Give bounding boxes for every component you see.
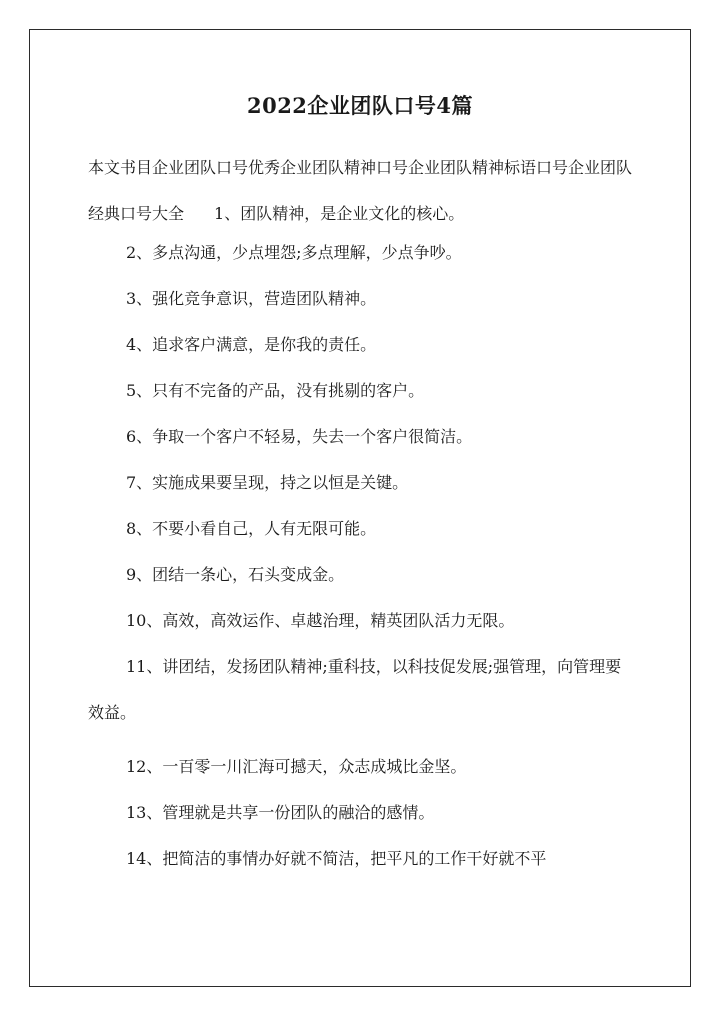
list-item-14: 14、把简洁的事情办好就不简洁，把平凡的工作干好就不平 <box>126 849 547 868</box>
list-item-1: 1、团队精神，是企业文化的核心。 <box>214 204 465 223</box>
list-item-12: 12、一百零一川汇海可撼天，众志成城比金坚。 <box>126 757 467 776</box>
list-item-2: 2、多点沟通，少点埋怨;多点理解，少点争吵。 <box>126 243 462 262</box>
list-item-10: 10、高效，高效运作、卓越治理，精英团队活力无限。 <box>126 611 515 630</box>
intro-text: 本文书目企业团队口号优秀企业团队精神口号企业团队精神标语口号企业团队经典口号大全 <box>88 158 633 223</box>
list-item-7: 7、实施成果要呈现，持之以恒是关键。 <box>126 473 409 492</box>
document-body <box>88 152 636 889</box>
list-item-4: 4、追求客户满意，是你我的责任。 <box>126 335 377 354</box>
list-item-5: 5、只有不完备的产品，没有挑剔的客户。 <box>126 381 425 400</box>
list-item-11: 11、讲团结，发扬团队精神;重科技，以科技促发展;强管理，向管理要效益。 <box>88 657 622 722</box>
list-item-9: 9、团结一条心，石头变成金。 <box>126 565 345 584</box>
list-item-6: 6、争取一个客户不轻易，失去一个客户很简洁。 <box>126 427 473 446</box>
list-item-8: 8、不要小看自己，人有无限可能。 <box>126 519 377 538</box>
intro-paragraph <box>88 145 636 237</box>
list-item-13: 13、管理就是共享一份团队的融洽的感情。 <box>126 803 435 822</box>
document-title: 2022企业团队口号4篇 <box>246 93 474 118</box>
list-item-3: 3、强化竞争意识，营造团队精神。 <box>126 289 377 308</box>
